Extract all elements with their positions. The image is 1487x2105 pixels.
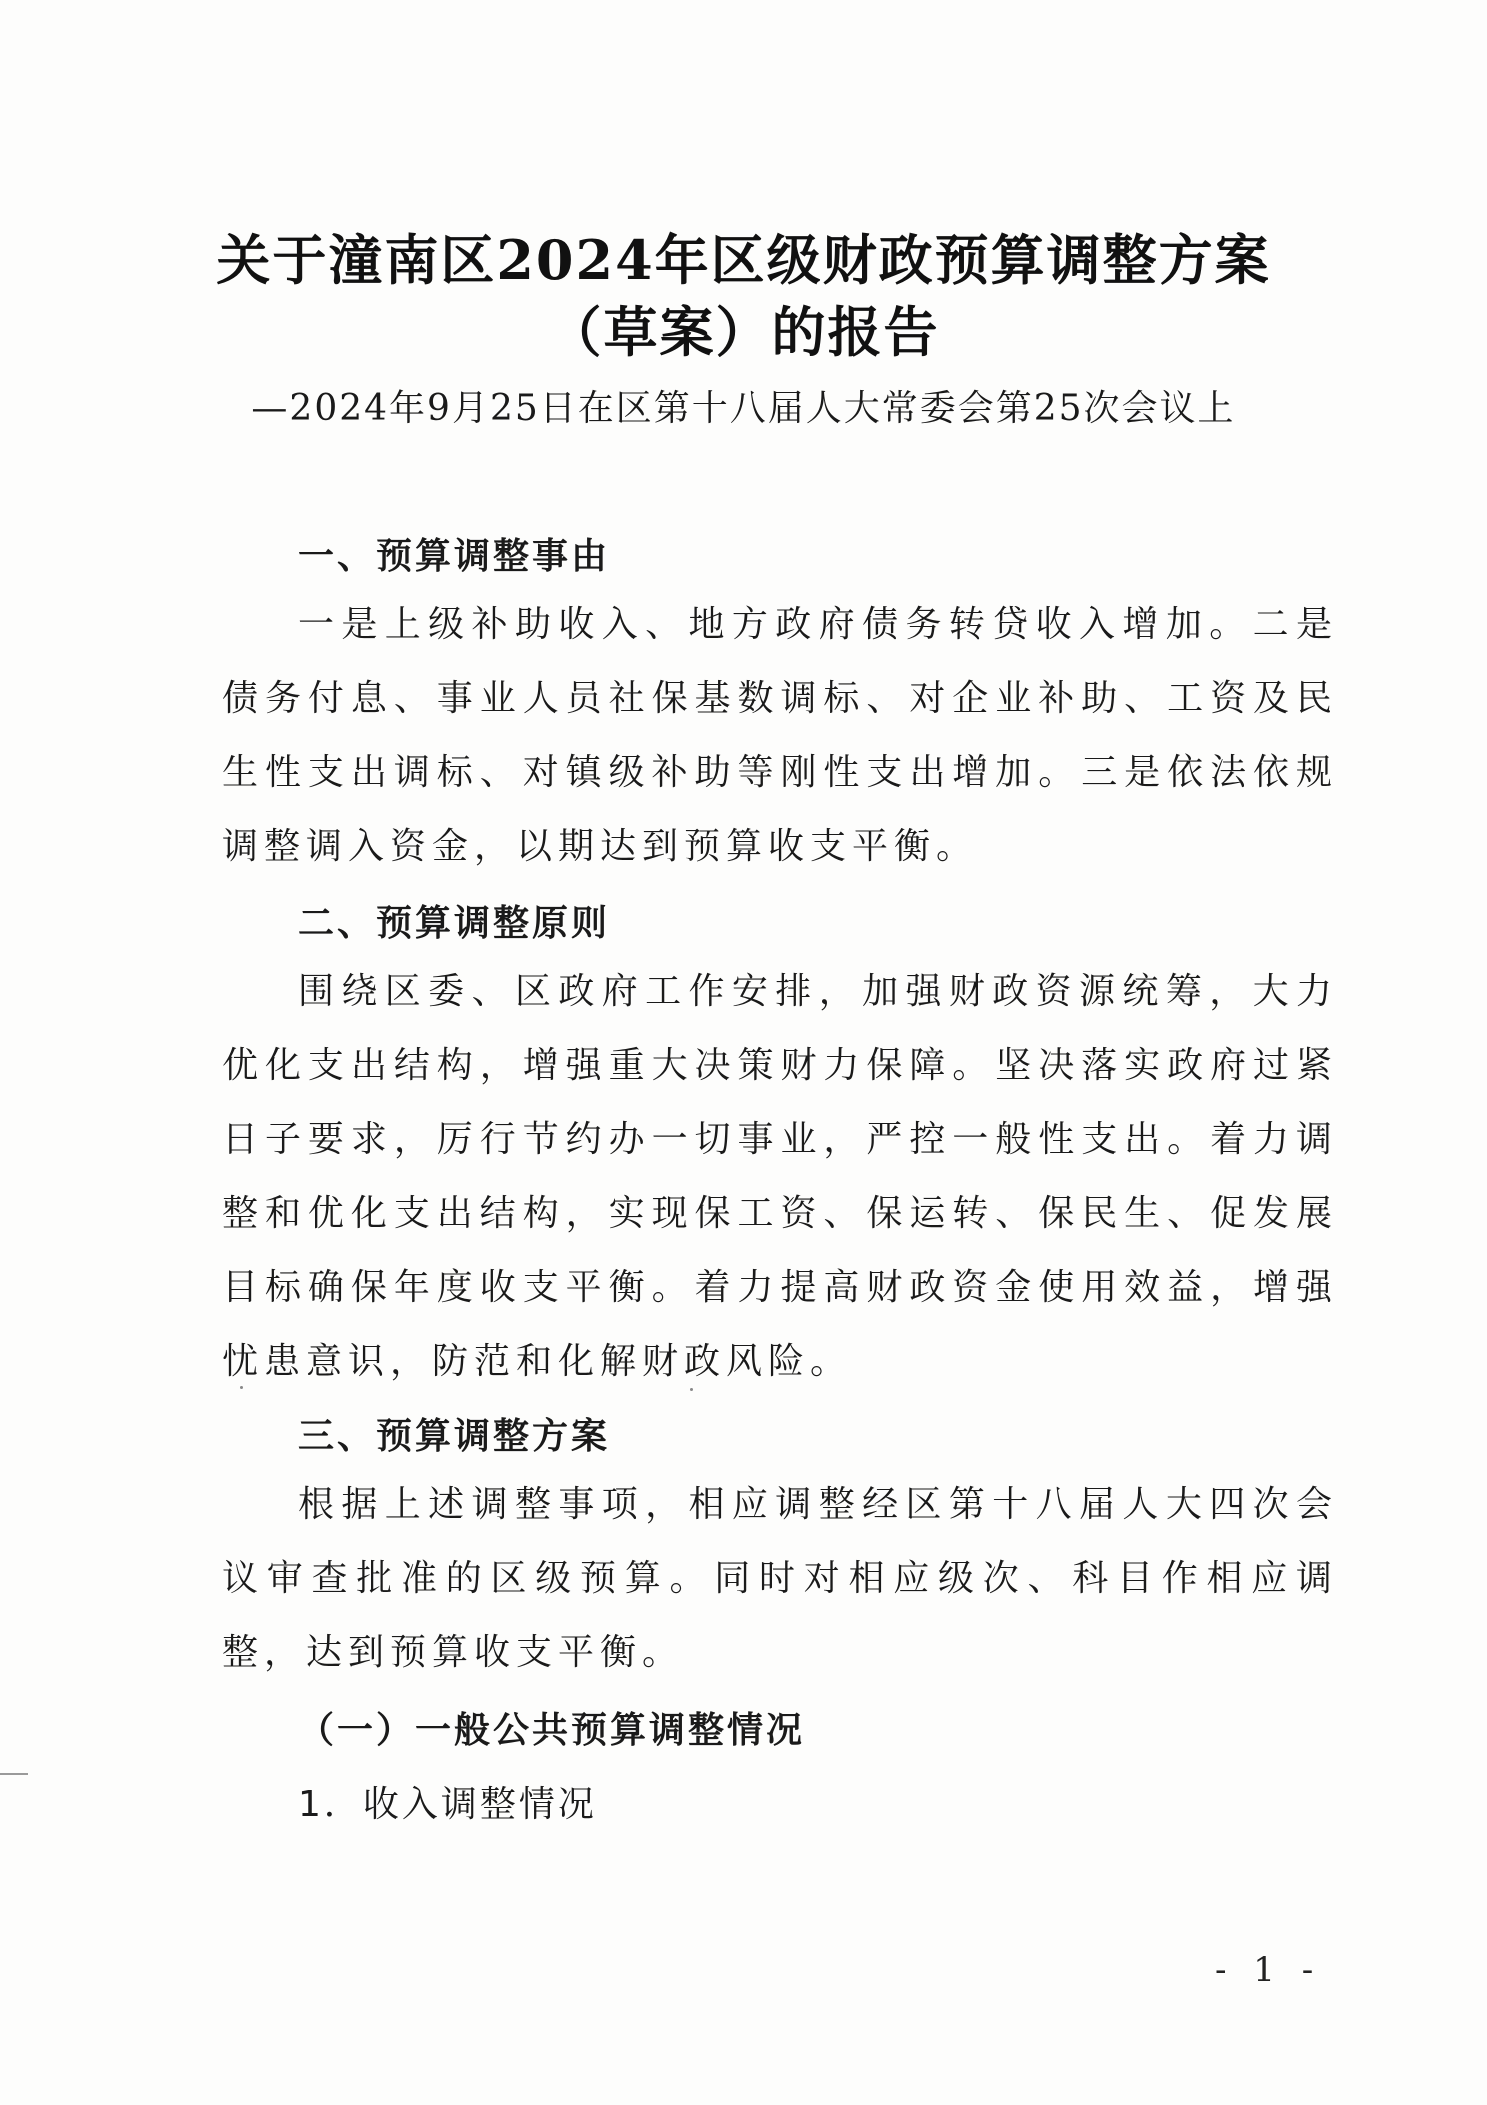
section-heading-1: 一、预算调整事由 — [298, 536, 611, 577]
section-heading-3: 三、预算调整方案 — [298, 1416, 611, 1457]
section-paragraph-2: 围绕区委、区政府工作安排，加强财政资源统筹，大力优化支出结构，增强重大决策财力保障。坚决落实政府过紧日子要求，厉行节约办一切事业，严控一般性支出。着力调整和优化支出结构，实现保工资、保运转、保民生、促发展目标确保年度收支平衡。着力提高财政资金使用效益，增强忧患意识，防范和化解财政风险。 — [222, 971, 1338, 1382]
document-title-line1: 关于潼南区2024年区级财政预算调整方案 — [216, 228, 1271, 292]
item-heading: 1．收入调整情况 — [298, 1784, 597, 1825]
section-paragraph-1: 一是上级补助收入、地方政府债务转贷收入增加。二是债务付息、事业人员社保基数调标、对企业补助、工资及民生性支出调标、对镇级补助等刚性支出增加。三是依法依规调整调入资金，以期达到预算收支平衡。 — [222, 604, 1338, 867]
scan-speck — [240, 1386, 243, 1389]
document-title-line2: （草案）的报告 — [547, 300, 940, 364]
section-paragraph-3: 根据上述调整事项，相应调整经区第十八届人大四次会议审查批准的区级预算。同时对相应级次、科目作相应调整，达到预算收支平衡。 — [222, 1484, 1338, 1673]
scan-speck — [690, 1388, 693, 1391]
page-number: - 1 - — [1215, 1950, 1322, 1990]
section-heading-2: 二、预算调整原则 — [298, 903, 611, 944]
document-subtitle: —2024年9月25日在区第十八届人大常委会第25次会议上 — [251, 388, 1236, 429]
margin-scan-mark — [0, 1773, 28, 1775]
subsection-heading: （一）一般公共预算调整情况 — [298, 1710, 806, 1751]
